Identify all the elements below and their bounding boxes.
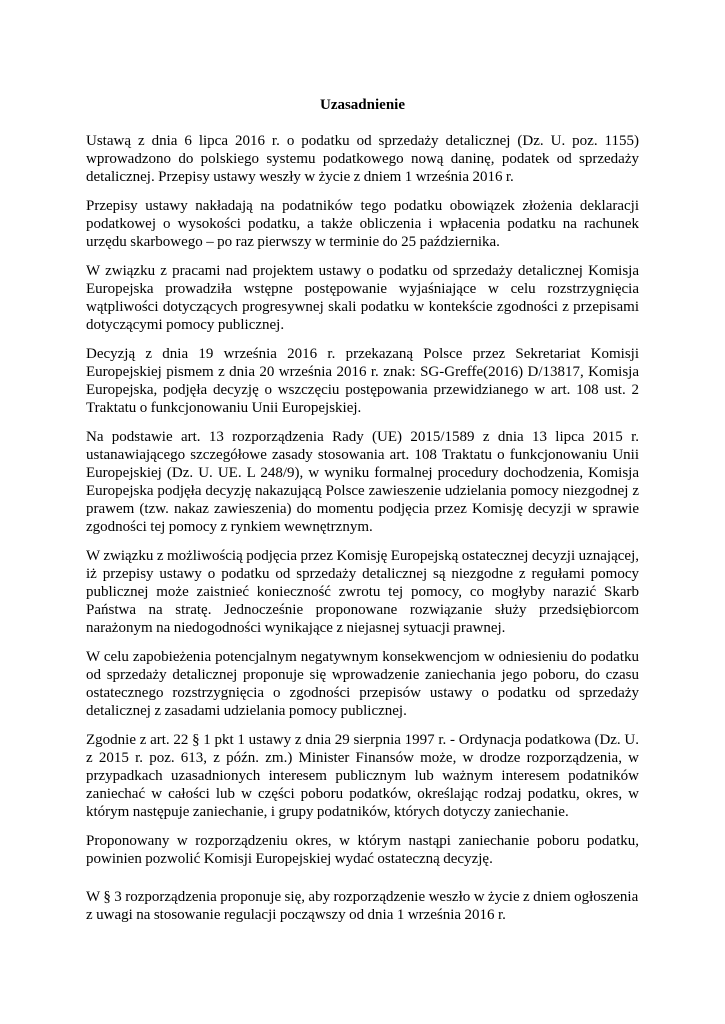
document-title: Uzasadnienie [319,97,405,113]
paragraph-9: Proponowany w rozporządzeniu okres, w którym nastąpi zaniechanie poboru podatku, powinien pozwolić Komisji Europejskiej wydać ostateczną decyzję. [86,833,639,867]
paragraph-8: Zgodnie z art. 22 § 1 pkt 1 ustawy z dnia 29 sierpnia 1997 r. - Ordynacja podatkowa (Dz. U. z 2015 r. poz. 613, z późn. zm.) Minister Finansów może, w drodze rozporządzenia, w przypadkach uzasadnionych interesem publicznym lub ważnym interesem podatników zaniechać w całości lub w części poboru podatków, określając rodzaj podatku, okres, w którym następuje zaniechanie, i grupy podatników, których dotyczy zaniechanie. [86,732,639,820]
paragraph-6: W związku z możliwością podjęcia przez Komisję Europejską ostatecznej decyzji uznającej, iż przepisy ustawy o podatku od sprzedaży detalicznej są niezgodne z regułami pomocy publicznej może zaistnieć konieczność zwrotu tej pomocy, co mogłyby narazić Skarb Państwa na stratę. Jednocześnie proponowane rozwiązanie służy przedsiębiorcom narażonym na niedogodności wynikające z niejasnej sytuacji prawnej. [86,548,639,636]
paragraph-4: Decyzją z dnia 19 września 2016 r. przekazaną Polsce przez Sekretariat Komisji Europejskiej pismem z dnia 20 września 2016 r. znak: SG-Greffe(2016) D/13817, Komisja Europejska, podjęła decyzję o wszczęciu postępowania przewidzianego w art. 108 ust. 2 Traktatu o funkcjonowaniu Unii Europejskiej. [86,346,639,416]
document-body [86,132,639,935]
paragraph-5: Na podstawie art. 13 rozporządzenia Rady (UE) 2015/1589 z dnia 13 lipca 2015 r. ustanawiającego szczegółowe zasady stosowania art. 108 Traktatu o funkcjonowaniu Unii Europejskiej (Dz. U. UE. L 248/9), w wyniku formalnej procedury dochodzenia, Komisja Europejska podjęła decyzję nakazującą Polsce zawieszenie udzielania pomocy niezgodnej z prawem (tzw. nakaz zawieszenia) do momentu podjęcia przez Komisję decyzji w sprawie zgodności tej pomocy z rynkiem wewnętrznym. [86,429,639,535]
paragraph-10: W § 3 rozporządzenia proponuje się, aby rozporządzenie weszło w życie z dniem ogłoszenia z uwagi na stosowanie regulacji począwszy od dnia 1 września 2016 r. [86,889,639,923]
paragraph-3: W związku z pracami nad projektem ustawy o podatku od sprzedaży detalicznej Komisja Europejska prowadziła wstępne postępowanie wyjaśniające w celu rozstrzygnięcia wątpliwości dotyczących progresywnej skali podatku w kontekście zgodności z przepisami dotyczącymi pomocy publicznej. [86,263,639,333]
paragraph-1: Ustawą z dnia 6 lipca 2016 r. o podatku od sprzedaży detalicznej (Dz. U. poz. 1155) wprowadzono do polskiego systemu podatkowego nową daninę, podatek od sprzedaży detalicznej. Przepisy ustawy weszły w życie z dniem 1 września 2016 r. [86,133,639,185]
paragraph-2: Przepisy ustawy nakładają na podatników tego podatku obowiązek złożenia deklaracji podatkowej o wysokości podatku, a także obliczenia i wpłacenia podatku na rachunek urzędu skarbowego – po raz pierwszy w terminie do 25 października. [86,198,639,250]
paragraph-7: W celu zapobieżenia potencjalnym negatywnym konsekwencjom w odniesieniu do podatku od sprzedaży detalicznej proponuje się wprowadzenie zaniechania jego poboru, do czasu ostatecznego rozstrzygnięcia o zgodności przepisów ustawy o podatku od sprzedaży detalicznej z zasadami udzielania pomocy publicznej. [86,649,639,719]
